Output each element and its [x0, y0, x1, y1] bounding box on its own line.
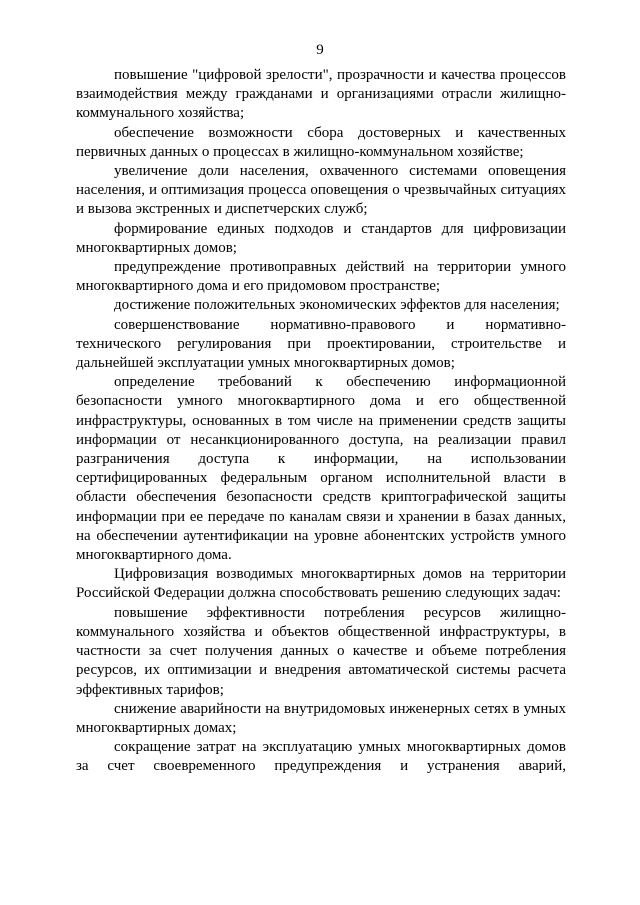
paragraph-11: снижение аварийности на внутридомовых инженерных сетях в умных многоквартирных домах;: [76, 700, 566, 736]
paragraph-1: повышение "цифровой зрелости", прозрачности и качества процессов взаимодействия между гражданами и организациями отрасли жилищно-коммунального хозяйства;: [76, 67, 566, 122]
paragraph-7: совершенствование нормативно-правового и нормативно-технического регулирования при проектировании, строительстве и дальнейшей эксплуатации умных многоквартирных домов;: [76, 316, 566, 372]
paragraph-3: увеличение доли населения, охваченного системами оповещения населения, и оптимизация процесса оповещения о чрезвычайных ситуациях и вызова экстренных и диспетчерских служб;: [76, 163, 566, 218]
paragraph-10: повышение эффективности потребления ресурсов жилищно-коммунального хозяйства и объектов общественной инфраструктуры, в частности за счет получения данных о качестве и объеме потребления ресурсов, их оптимизации и внедрения автоматической системы расчета эффективных тарифов;: [76, 604, 566, 698]
paragraph-5: предупреждение противоправных действий на территории умного многоквартирного дома и его придомовом пространстве;: [76, 259, 566, 295]
paragraph-12: сокращение затрат на эксплуатацию умных многоквартирных домов за счет своевременного предупреждения и устранения аварий,: [76, 739, 566, 775]
paragraph-2: обеспечение возможности сбора достоверных и качественных первичных данных о процессах в жилищно-коммунальном хозяйстве;: [76, 124, 566, 160]
paragraph-9: Цифровизация возводимых многоквартирных домов на территории Российской Федерации должна способствовать решению следующих задач:: [76, 566, 566, 602]
page-number: 9: [316, 42, 324, 58]
paragraph-4: формирование единых подходов и стандартов для цифровизации многоквартирных домов;: [76, 220, 566, 256]
document-body: [76, 66, 566, 777]
paragraph-8: определение требований к обеспечению информационной безопасности умного многоквартирного дома и его общественной инфраструктуры, основанных в том числе на применении средств защиты информации от несанкционированного доступа, на реализации правил разграничения доступа к информации, на использовании сертифицированных федеральным органом исполнительной власти в области обеспечения безопасности средств криптографической защиты информации при ее передаче по каналам связи и хранении в базах данных, на обеспечении аутентификации на уровне абонентских устройств умного многоквартирного дома.: [76, 374, 566, 564]
paragraph-6: достижение положительных экономических эффектов для населения;: [114, 297, 560, 314]
